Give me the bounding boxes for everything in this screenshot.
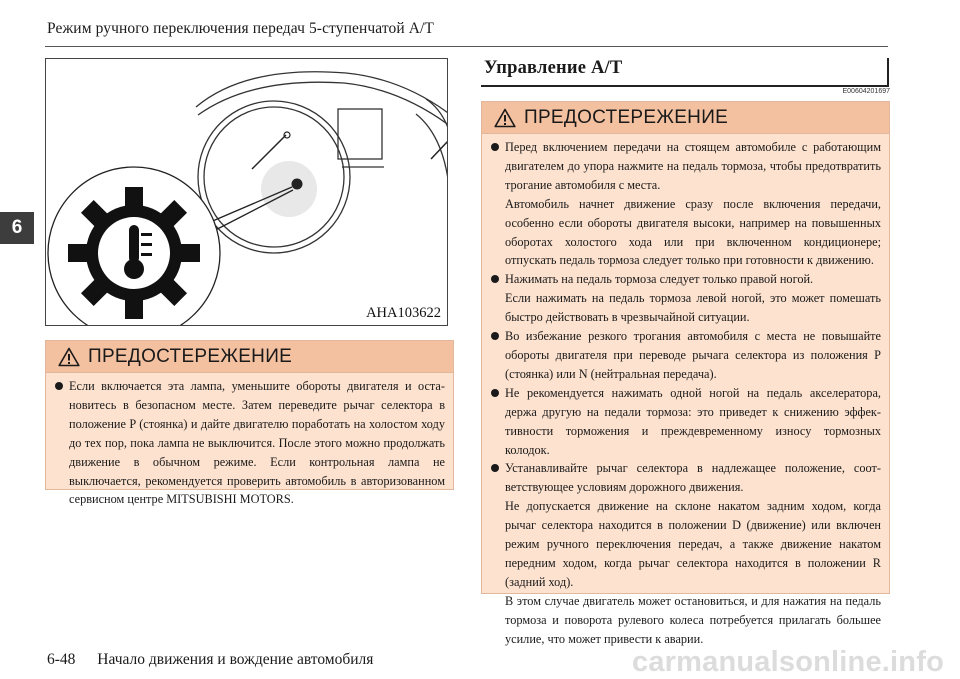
warning-lamp-dot [292, 179, 303, 190]
right-warning-body [482, 134, 889, 652]
bullet-icon [491, 464, 499, 472]
warning-text: В этом случае двигатель может остановиться, и для нажатия на педаль тормоза и поворота рулевого колеса потребуется прилагать большее усилие, что может привести к аварии. [505, 593, 881, 646]
instrument-cluster-figure [45, 58, 448, 326]
page-number: 6-48 [47, 651, 76, 668]
bullet-icon [55, 382, 63, 390]
right-warning-header [482, 102, 889, 134]
warning-item [491, 270, 881, 327]
chapter-tab: 6 [0, 212, 34, 244]
section-doc-code: E00604201697 [842, 88, 890, 95]
warning-text: Если нажимать на педаль тормоза левой ногой, это может помешать быстро действовать в чрезвычайной ситуации. [505, 291, 881, 325]
warning-item [491, 138, 881, 270]
bullet-icon [491, 389, 499, 397]
warning-item [55, 377, 445, 509]
left-warning-heading: ПРЕДОСТЕРЕЖЕНИЕ [88, 345, 293, 367]
section-rule-vertical [887, 58, 889, 87]
section-rule [481, 85, 889, 87]
warning-item [491, 327, 881, 384]
warning-triangle-icon [58, 347, 80, 367]
page-footer [47, 651, 373, 669]
left-warning-header [46, 341, 453, 373]
warning-text: Если включается эта лампа, уменьшите обороты двигателя и остановитесь в безопасном месте. Затем переведите рычаг селектора в положение P (стоянка) и дайте двигателю поработать на холостом ходу до тех пор, пока лампа не выключится. После этого можно продолжать движение в обычном режиме. Если контрольная лампа не выключается, рекомендуется проверить автомобиль в авторизованном сервисном центре MITSUBISHI MOTORS. [69, 379, 445, 507]
page-header-title: Режим ручного переключения передач 5-ступенчатой А/Т [47, 20, 434, 37]
header-rule [45, 46, 888, 47]
instrument-cluster-illustration [46, 59, 448, 326]
left-warning-body [46, 373, 453, 513]
warning-item [491, 384, 881, 460]
warning-text: Не допускается движение на склоне накатом задним ходом, когда рычаг селектора находится в положении D (движение) или включен режим ручного переключения передач, а также движение накатом передним ходом, когда рычаг селектора находится в положении R (задний ход). [505, 499, 881, 589]
warning-text: Нажимать на педаль тормоза следует только правой ногой. [505, 272, 814, 287]
left-warning-box [45, 340, 454, 507]
warning-text: Автомобиль начнет движение сразу после включения передачи, особенно если обороты двигателя высоки, например на повышенных оборотах холостого хода или при включенном кондиционере; отпускать педаль тормоза следует только при готовности к движению. [505, 196, 881, 268]
warning-item [491, 459, 881, 648]
warning-triangle-icon [494, 108, 516, 128]
warning-text: Не рекомендуется нажимать одной ногой на педаль акселератора, держа другую на педали тормоза: это приведет к снижению эффективности торможения и преждевременному износу тормозных колодок. [505, 385, 881, 457]
warning-text: Устанавливайте рычаг селектора в надлежащее положение, соответствующее условиям дорожного движения. [505, 461, 881, 495]
figure-code: AHA103622 [366, 305, 441, 321]
section-title: Управление А/Т [484, 58, 623, 78]
bullet-icon [491, 143, 499, 151]
warning-text: Во избежание резкого трогания автомобиля с места не повышайте обороты двигателя при переводе рычага селектора из положения P (стоянка) или N (нейтральная передача). [505, 329, 881, 381]
at-temperature-warning-icon [48, 167, 220, 326]
watermark: carmanualsonline.info [632, 646, 944, 678]
bullet-icon [491, 275, 499, 283]
warning-text: Перед включением передачи на стоящем автомобиле с работающим двигателем до упора нажмите на педаль тормоза, чтобы предотвратить трогание автомобиля с места. [505, 140, 881, 192]
bullet-icon [491, 332, 499, 340]
center-display [338, 109, 382, 159]
lamp-highlight [261, 161, 317, 217]
right-warning-box [481, 101, 890, 646]
right-warning-heading: ПРЕДОСТЕРЕЖЕНИЕ [524, 106, 729, 128]
footer-title: Начало движения и вождение автомобиля [97, 651, 374, 668]
